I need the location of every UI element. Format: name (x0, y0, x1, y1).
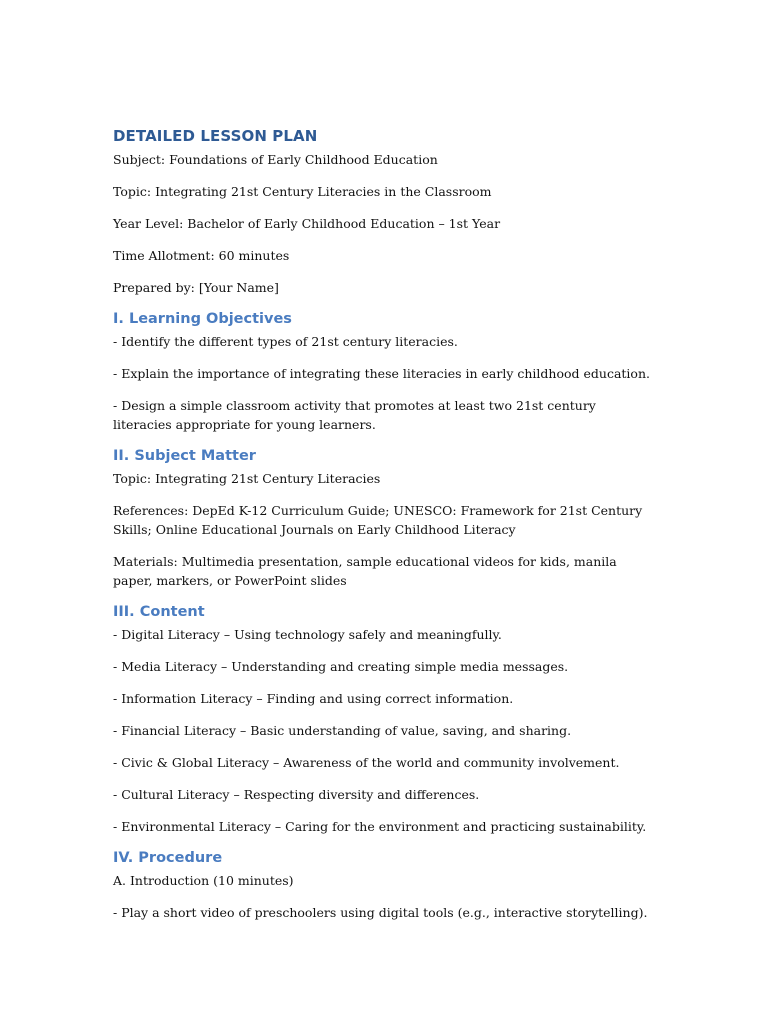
section-heading-subject-matter: II. Subject Matter (113, 448, 256, 464)
objective-item: - Explain the importance of integrating these literacies in early childhood education. (113, 366, 650, 381)
meta-subject: Subject: Foundations of Early Childhood Education (113, 152, 438, 167)
meta-year-level: Year Level: Bachelor of Early Childhood Education – 1st Year (113, 216, 501, 231)
content-item: - Information Literacy – Finding and using correct information. (113, 691, 514, 706)
section-heading-content: III. Content (113, 604, 205, 620)
subject-matter-references: References: DepEd K-12 Curriculum Guide; UNESCO: Framework for 21st Century Skills; Online Educational Journals on Early Childhood Literacy (113, 503, 643, 537)
section-heading-objectives: I. Learning Objectives (113, 311, 292, 327)
procedure-introduction: A. Introduction (10 minutes) (113, 873, 294, 888)
content-item: - Media Literacy – Understanding and creating simple media messages. (113, 659, 569, 674)
document-title: DETAILED LESSON PLAN (113, 127, 318, 145)
document-page (113, 126, 653, 935)
procedure-item: - Play a short video of preschoolers using digital tools (e.g., interactive storytelling). (113, 905, 648, 920)
meta-time-allotment: Time Allotment: 60 minutes (113, 248, 290, 263)
objective-item: - Design a simple classroom activity that promotes at least two 21st century literacies appropriate for young learners. (113, 398, 596, 432)
meta-prepared-by: Prepared by: [Your Name] (113, 280, 279, 295)
content-item: - Digital Literacy – Using technology safely and meaningfully. (113, 627, 502, 642)
subject-matter-topic: Topic: Integrating 21st Century Literacies (113, 471, 381, 486)
objective-item: - Identify the different types of 21st century literacies. (113, 334, 458, 349)
content-item: - Environmental Literacy – Caring for the environment and practicing sustainability. (113, 819, 647, 834)
section-heading-procedure: IV. Procedure (113, 850, 223, 866)
content-item: - Cultural Literacy – Respecting diversity and differences. (113, 787, 480, 802)
content-item: - Civic & Global Literacy – Awareness of the world and community involvement. (113, 755, 620, 770)
meta-topic: Topic: Integrating 21st Century Literacies in the Classroom (113, 184, 492, 199)
content-item: - Financial Literacy – Basic understanding of value, saving, and sharing. (113, 723, 572, 738)
subject-matter-materials: Materials: Multimedia presentation, sample educational videos for kids, manila paper, markers, or PowerPoint slides (113, 554, 617, 588)
